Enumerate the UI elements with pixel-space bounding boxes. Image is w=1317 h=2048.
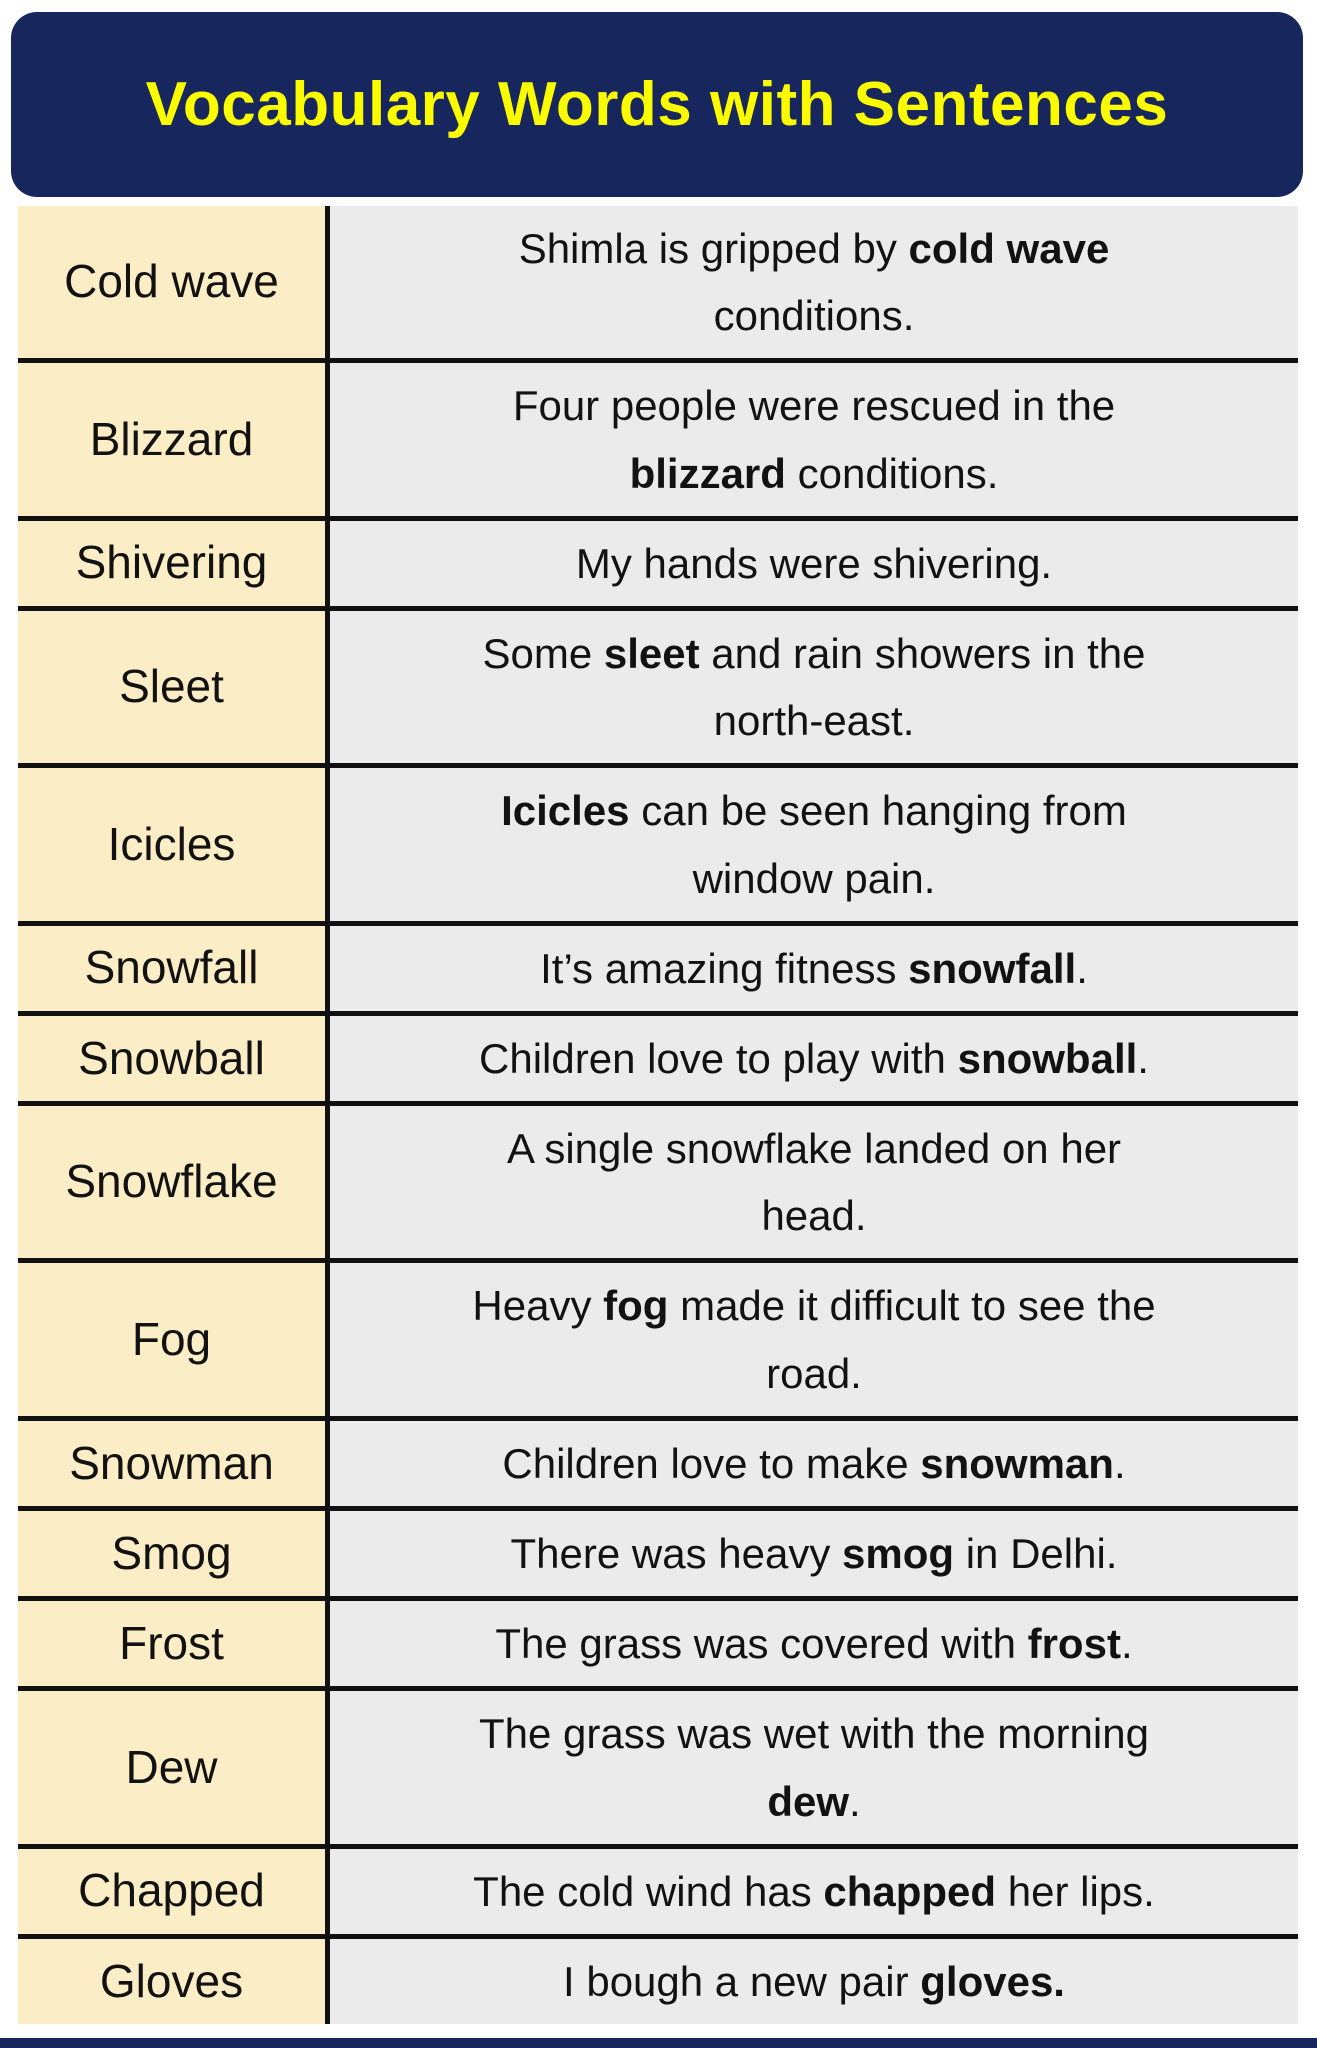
- sentence-line: [507, 1115, 1121, 1182]
- highlighted-word: frost: [1027, 1620, 1121, 1668]
- sentence-line: [761, 1182, 866, 1249]
- example-sentence: [330, 1511, 1298, 1596]
- example-sentence: [330, 611, 1298, 763]
- highlighted-word: chapped: [823, 1867, 997, 1915]
- highlighted-word: sleet: [603, 629, 700, 677]
- vocab-word: Fog: [18, 1263, 330, 1415]
- vocab-word: Gloves: [18, 1939, 330, 2024]
- example-sentence: [330, 1263, 1298, 1415]
- bottom-accent-bar: [0, 2038, 1317, 2048]
- sentence-text: conditions.: [713, 292, 915, 340]
- sentence-line: [479, 1700, 1149, 1767]
- highlighted-word: smog: [842, 1530, 955, 1577]
- example-sentence: [330, 1939, 1298, 2024]
- vocab-word: Snowball: [18, 1016, 330, 1101]
- sentence-text: road.: [766, 1349, 862, 1397]
- sentence-line: [576, 530, 1052, 597]
- sentence-text: north-east.: [713, 697, 915, 745]
- sentence-text: in Delhi.: [954, 1530, 1118, 1577]
- sentence-text: head.: [761, 1192, 867, 1240]
- example-sentence: [330, 1421, 1298, 1506]
- sentence-line: [766, 1340, 862, 1407]
- sentence-line: [714, 282, 915, 349]
- sentence-text: Children love to make: [502, 1439, 921, 1487]
- sentence-line: [495, 1610, 1132, 1677]
- sentence-text: There was heavy: [510, 1530, 843, 1577]
- table-row: [18, 1011, 1298, 1101]
- vocab-word: Sleet: [18, 611, 330, 763]
- sentence-text: The cold wind has: [473, 1867, 824, 1915]
- highlighted-word: snowball: [957, 1034, 1138, 1082]
- highlighted-word: cold wave: [908, 225, 1110, 272]
- example-sentence: [330, 768, 1298, 920]
- highlighted-word: Icicles: [501, 787, 630, 835]
- sentence-line: [482, 620, 1145, 687]
- sentence-text: conditions.: [785, 449, 999, 497]
- table-row: [18, 206, 1298, 358]
- table-row: [18, 1506, 1298, 1596]
- example-sentence: [330, 926, 1298, 1011]
- example-sentence: [330, 363, 1298, 515]
- sentence-line: [511, 1520, 1118, 1587]
- sentence-line: [513, 372, 1115, 439]
- sentence-line: [502, 1430, 1125, 1497]
- vocab-word: Smog: [18, 1511, 330, 1596]
- table-row: [18, 1934, 1298, 2024]
- sentence-line: [714, 687, 915, 754]
- sentence-text: her lips.: [996, 1867, 1155, 1915]
- example-sentence: [330, 1601, 1298, 1686]
- sentence-text: .: [1076, 944, 1088, 992]
- table-row: [18, 606, 1298, 763]
- example-sentence: [330, 206, 1298, 358]
- table-row: [18, 1416, 1298, 1506]
- table-row: [18, 763, 1298, 920]
- vocab-word: Blizzard: [18, 363, 330, 515]
- table-row: [18, 1258, 1298, 1415]
- vocab-word: Dew: [18, 1691, 330, 1843]
- vocab-word: Snowfall: [18, 926, 330, 1011]
- vocab-word: Chapped: [18, 1849, 330, 1934]
- page-title: Vocabulary Words with Sentences: [145, 70, 1169, 139]
- sentence-text: I bough a new pair: [563, 1957, 921, 2005]
- table-row: [18, 516, 1298, 606]
- table-row: [18, 921, 1298, 1011]
- highlighted-word: blizzard: [629, 449, 786, 497]
- sentence-line: [519, 215, 1110, 282]
- sentence-text: Four people were rescued in the: [512, 382, 1116, 430]
- sentence-line: [501, 777, 1127, 844]
- example-sentence: [330, 1691, 1298, 1843]
- sentence-text: The grass was wet with the morning: [479, 1710, 1149, 1758]
- vocab-word: Cold wave: [18, 206, 330, 358]
- table-row: [18, 358, 1298, 515]
- example-sentence: [330, 521, 1298, 606]
- sentence-text: .: [1120, 1620, 1133, 1668]
- sentence-line: [630, 440, 999, 507]
- vocab-word: Frost: [18, 1601, 330, 1686]
- table-row: [18, 1101, 1298, 1258]
- sentence-text: My hands were shivering.: [575, 539, 1053, 587]
- sentence-text: .: [849, 1777, 861, 1825]
- vocab-table: [18, 206, 1298, 2024]
- table-row: [18, 1844, 1298, 1934]
- example-sentence: [330, 1849, 1298, 1934]
- vocab-word: Icicles: [18, 768, 330, 920]
- highlighted-word: gloves.: [920, 1957, 1065, 2005]
- example-sentence: [330, 1106, 1298, 1258]
- highlighted-word: dew: [767, 1777, 849, 1825]
- sentence-text: Heavy: [472, 1282, 604, 1330]
- sentence-text: Children love to play with: [479, 1034, 958, 1082]
- sentence-line: [473, 1858, 1155, 1925]
- table-row: [18, 1686, 1298, 1843]
- sentence-text: .: [1137, 1034, 1149, 1082]
- sentence-text: .: [1113, 1439, 1126, 1487]
- sentence-text: window pain.: [692, 854, 936, 902]
- sentence-text: Shimla is gripped by: [518, 225, 909, 272]
- sentence-line: [693, 845, 936, 912]
- title-banner: [11, 12, 1303, 197]
- sentence-text: made it difficult to see the: [668, 1282, 1156, 1330]
- highlighted-word: snowman: [920, 1439, 1114, 1487]
- sentence-text: can be seen hanging from: [629, 787, 1127, 835]
- sentence-line: [540, 935, 1088, 1002]
- vocab-word: Shivering: [18, 521, 330, 606]
- sentence-text: It’s amazing fitness: [540, 944, 909, 992]
- sentence-text: Some: [482, 629, 604, 677]
- sentence-text: A single snowflake landed on her: [506, 1125, 1122, 1173]
- example-sentence: [330, 1016, 1298, 1101]
- highlighted-word: snowfall: [908, 944, 1077, 992]
- sentence-line: [563, 1948, 1065, 2015]
- vocab-word: Snowflake: [18, 1106, 330, 1258]
- sentence-line: [767, 1768, 860, 1835]
- highlighted-word: fog: [603, 1282, 669, 1330]
- sentence-text: and rain showers in the: [699, 629, 1146, 677]
- table-row: [18, 1596, 1298, 1686]
- sentence-text: The grass was covered with: [495, 1620, 1028, 1668]
- sentence-line: [472, 1272, 1155, 1339]
- sentence-line: [479, 1025, 1149, 1092]
- vocab-word: Snowman: [18, 1421, 330, 1506]
